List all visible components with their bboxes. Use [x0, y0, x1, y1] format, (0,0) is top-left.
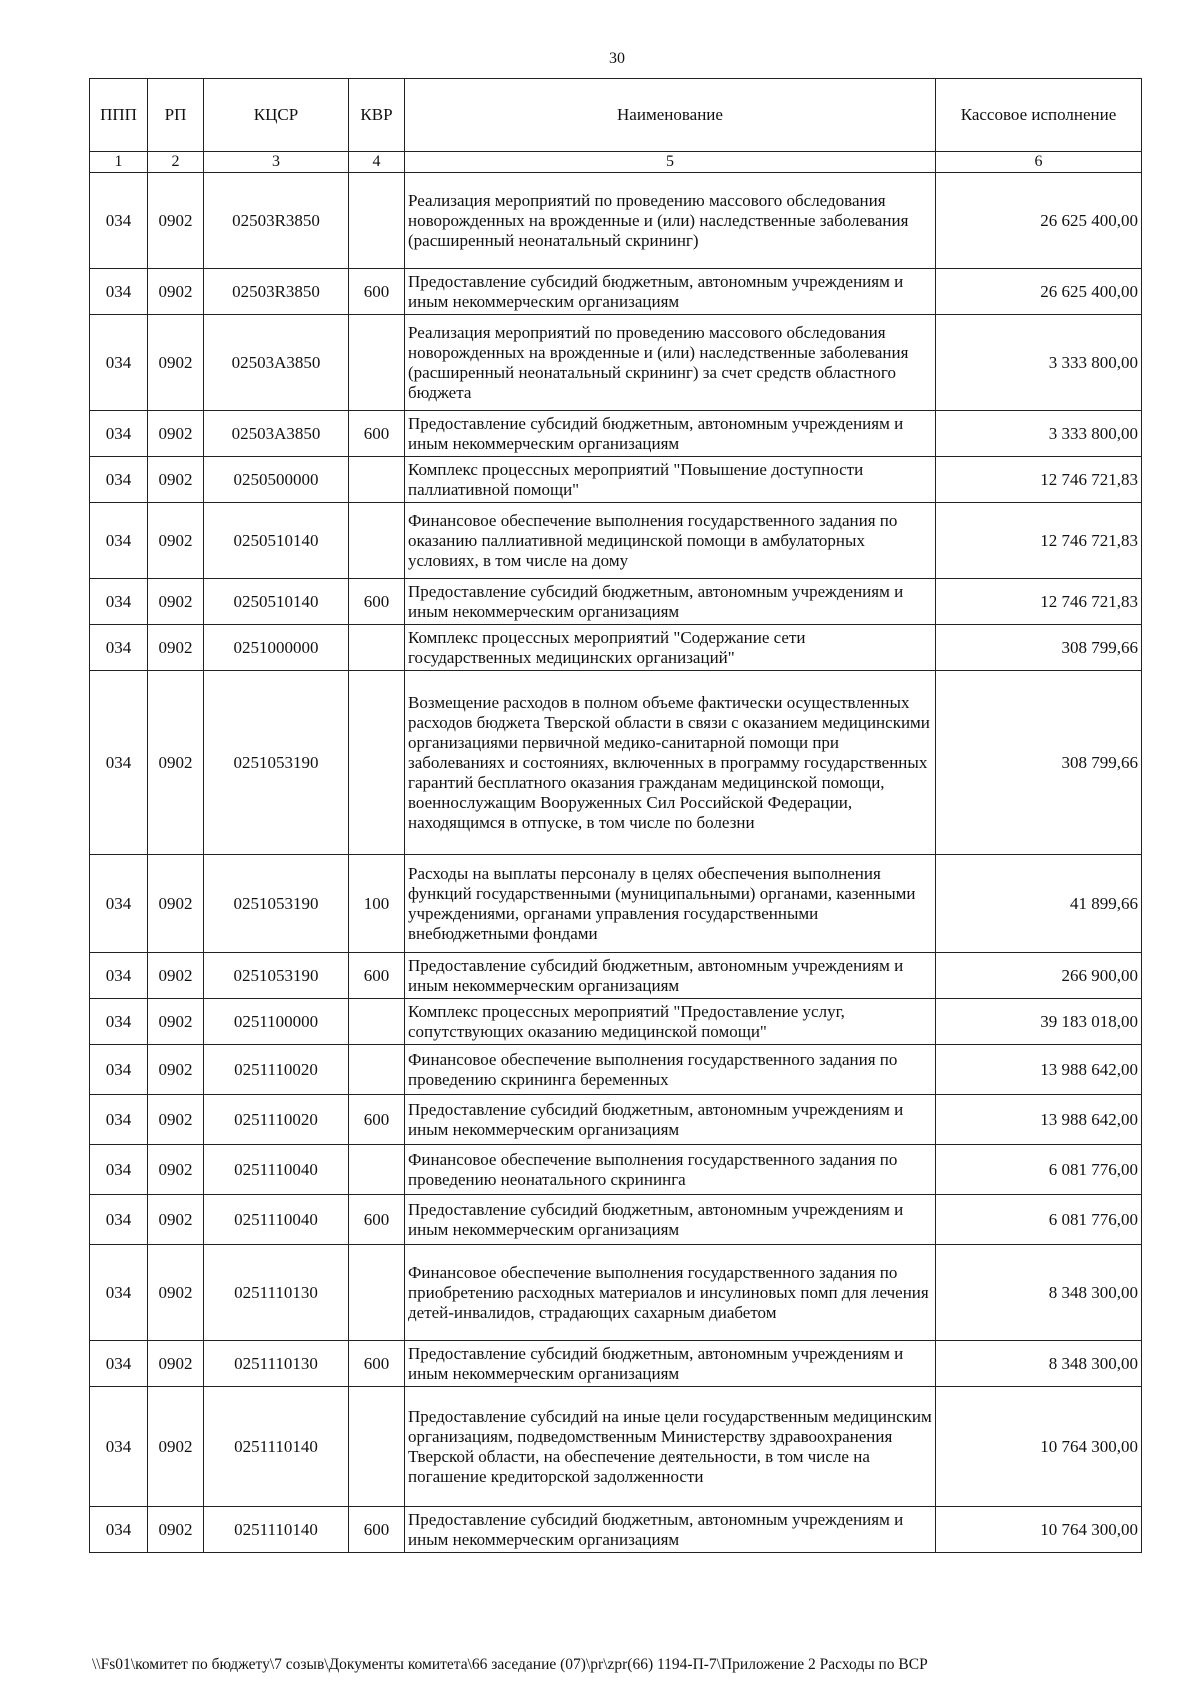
cell-kvr	[349, 1245, 405, 1341]
cell-rp: 0902	[148, 315, 204, 411]
table-row	[90, 1245, 1142, 1341]
cell-amount: 6 081 776,00	[936, 1195, 1142, 1245]
cell-amount: 10 764 300,00	[936, 1387, 1142, 1507]
cell-kvr	[349, 173, 405, 269]
cell-ppp: 034	[90, 1507, 148, 1553]
cell-name: Комплекс процессных мероприятий "Содержание сети государственных медицинских организаций"	[405, 625, 936, 671]
table-row	[90, 503, 1142, 579]
cell-kcsr: 02503A3850	[204, 411, 349, 457]
cell-ppp: 034	[90, 625, 148, 671]
cell-amount: 10 764 300,00	[936, 1507, 1142, 1553]
cell-name: Предоставление субсидий бюджетным, автономным учреждениям и иным некоммерческим организациям	[405, 411, 936, 457]
cell-ppp: 034	[90, 503, 148, 579]
cell-ppp: 034	[90, 1095, 148, 1145]
column-number: 1	[90, 152, 148, 173]
cell-kcsr: 0251100000	[204, 999, 349, 1045]
cell-kvr	[349, 1045, 405, 1095]
cell-amount: 13 988 642,00	[936, 1095, 1142, 1145]
cell-kvr	[349, 503, 405, 579]
cell-kcsr: 0251053190	[204, 953, 349, 999]
cell-ppp: 034	[90, 999, 148, 1045]
cell-amount: 308 799,66	[936, 671, 1142, 855]
table-row	[90, 1507, 1142, 1553]
cell-name: Предоставление субсидий бюджетным, автономным учреждениям и иным некоммерческим организациям	[405, 1507, 936, 1553]
cell-kvr: 600	[349, 579, 405, 625]
cell-ppp: 034	[90, 1245, 148, 1341]
cell-kcsr: 0251110020	[204, 1095, 349, 1145]
cell-name: Предоставление субсидий бюджетным, автономным учреждениям и иным некоммерческим организациям	[405, 579, 936, 625]
cell-ppp: 034	[90, 457, 148, 503]
cell-name: Расходы на выплаты персоналу в целях обеспечения выполнения функций государственными (муниципальными) органами, казенными учреждениями, органами управления государственными внебюджетными фондами	[405, 855, 936, 953]
cell-kvr	[349, 671, 405, 855]
cell-ppp: 034	[90, 1145, 148, 1195]
cell-kcsr: 0251000000	[204, 625, 349, 671]
cell-name: Финансовое обеспечение выполнения государственного задания по оказанию паллиативной медицинской помощи в амбулаторных условиях, в том числе на дому	[405, 503, 936, 579]
cell-amount: 12 746 721,83	[936, 579, 1142, 625]
cell-ppp: 034	[90, 1341, 148, 1387]
cell-ppp: 034	[90, 411, 148, 457]
cell-rp: 0902	[148, 1045, 204, 1095]
header-amount: Кассовое исполнение	[936, 79, 1142, 152]
table-row	[90, 315, 1142, 411]
cell-kvr	[349, 625, 405, 671]
cell-name: Финансовое обеспечение выполнения государственного задания по проведению неонатального скрининга	[405, 1145, 936, 1195]
cell-kcsr: 0251110040	[204, 1195, 349, 1245]
cell-name: Предоставление субсидий бюджетным, автономным учреждениям и иным некоммерческим организациям	[405, 1195, 936, 1245]
cell-amount: 308 799,66	[936, 625, 1142, 671]
table-row	[90, 1145, 1142, 1195]
cell-name: Предоставление субсидий на иные цели государственным медицинским организациям, подведомственным Министерству здравоохранения Тверской области, на обеспечение деятельности, в том числе на погашение кредиторской задолженности	[405, 1387, 936, 1507]
column-number-row	[90, 152, 1142, 173]
cell-kcsr: 0250510140	[204, 579, 349, 625]
column-number: 4	[349, 152, 405, 173]
cell-rp: 0902	[148, 1245, 204, 1341]
cell-kcsr: 0251110140	[204, 1507, 349, 1553]
cell-amount: 8 348 300,00	[936, 1245, 1142, 1341]
table-row	[90, 625, 1142, 671]
cell-rp: 0902	[148, 1095, 204, 1145]
page-number: 30	[609, 50, 625, 67]
cell-rp: 0902	[148, 503, 204, 579]
cell-ppp: 034	[90, 953, 148, 999]
header-row	[90, 79, 1142, 152]
cell-ppp: 034	[90, 855, 148, 953]
cell-amount: 266 900,00	[936, 953, 1142, 999]
cell-kcsr: 0251110040	[204, 1145, 349, 1195]
cell-ppp: 034	[90, 579, 148, 625]
cell-rp: 0902	[148, 1387, 204, 1507]
table-row	[90, 1195, 1142, 1245]
cell-name: Реализация мероприятий по проведению массового обследования новорожденных на врожденные и (или) наследственные заболевания (расширенный неонатальный скрининг)	[405, 173, 936, 269]
cell-kvr: 600	[349, 1341, 405, 1387]
cell-amount: 3 333 800,00	[936, 315, 1142, 411]
cell-kvr: 600	[349, 1095, 405, 1145]
table-row	[90, 411, 1142, 457]
header-name: Наименование	[405, 79, 936, 152]
cell-rp: 0902	[148, 999, 204, 1045]
cell-name: Финансовое обеспечение выполнения государственного задания по проведению скрининга беременных	[405, 1045, 936, 1095]
cell-rp: 0902	[148, 1145, 204, 1195]
cell-rp: 0902	[148, 1341, 204, 1387]
cell-name: Предоставление субсидий бюджетным, автономным учреждениям и иным некоммерческим организациям	[405, 953, 936, 999]
cell-kvr	[349, 999, 405, 1045]
cell-rp: 0902	[148, 1507, 204, 1553]
cell-amount: 3 333 800,00	[936, 411, 1142, 457]
cell-kvr: 600	[349, 269, 405, 315]
table-row	[90, 1045, 1142, 1095]
column-number: 3	[204, 152, 349, 173]
cell-amount: 12 746 721,83	[936, 457, 1142, 503]
cell-kvr: 600	[349, 1507, 405, 1553]
cell-rp: 0902	[148, 625, 204, 671]
cell-kcsr: 0250510140	[204, 503, 349, 579]
table-row	[90, 671, 1142, 855]
cell-kcsr: 02503A3850	[204, 315, 349, 411]
cell-name: Предоставление субсидий бюджетным, автономным учреждениям и иным некоммерческим организациям	[405, 1095, 936, 1145]
cell-amount: 8 348 300,00	[936, 1341, 1142, 1387]
header-rp: РП	[148, 79, 204, 152]
cell-name: Комплекс процессных мероприятий "Повышение доступности паллиативной помощи"	[405, 457, 936, 503]
table-row	[90, 1341, 1142, 1387]
table-row	[90, 953, 1142, 999]
cell-kvr	[349, 315, 405, 411]
cell-ppp: 034	[90, 269, 148, 315]
cell-ppp: 034	[90, 1387, 148, 1507]
cell-ppp: 034	[90, 671, 148, 855]
table-row	[90, 269, 1142, 315]
cell-kcsr: 0251110140	[204, 1387, 349, 1507]
column-number: 6	[936, 152, 1142, 173]
cell-rp: 0902	[148, 269, 204, 315]
cell-kcsr: 02503R3850	[204, 173, 349, 269]
table-row	[90, 579, 1142, 625]
cell-amount: 26 625 400,00	[936, 173, 1142, 269]
table-row	[90, 855, 1142, 953]
cell-kcsr: 02503R3850	[204, 269, 349, 315]
cell-name: Финансовое обеспечение выполнения государственного задания по приобретению расходных материалов и инсулиновых помп для лечения детей-инвалидов, страдающих сахарным диабетом	[405, 1245, 936, 1341]
cell-kcsr: 0251110020	[204, 1045, 349, 1095]
cell-kvr	[349, 1145, 405, 1195]
cell-name: Реализация мероприятий по проведению массового обследования новорожденных на врожденные и (или) наследственные заболевания (расширенный неонатальный скрининг) за счет средств областного бюджета	[405, 315, 936, 411]
cell-ppp: 034	[90, 173, 148, 269]
cell-rp: 0902	[148, 953, 204, 999]
cell-rp: 0902	[148, 173, 204, 269]
cell-ppp: 034	[90, 315, 148, 411]
budget-table	[89, 78, 1142, 1553]
cell-name: Предоставление субсидий бюджетным, автономным учреждениям и иным некоммерческим организациям	[405, 1341, 936, 1387]
cell-kvr	[349, 1387, 405, 1507]
table-row	[90, 457, 1142, 503]
table-row	[90, 1387, 1142, 1507]
cell-name: Возмещение расходов в полном объеме фактически осуществленных расходов бюджета Тверской области в связи с оказанием медицинскими организациями первичной медико-санитарной помощи при заболеваниях и состояниях, включенных в программу государственных гарантий бесплатного оказания гражданам медицинской помощи, военнослужащим Вооруженных Сил Российской Федерации, находящимся в отпуске, в том числе по болезни	[405, 671, 936, 855]
cell-rp: 0902	[148, 579, 204, 625]
cell-name: Комплекс процессных мероприятий "Предоставление услуг, сопутствующих оказанию медицинской помощи"	[405, 999, 936, 1045]
cell-ppp: 034	[90, 1195, 148, 1245]
cell-kcsr: 0251053190	[204, 855, 349, 953]
table-row	[90, 173, 1142, 269]
cell-amount: 39 183 018,00	[936, 999, 1142, 1045]
cell-ppp: 034	[90, 1045, 148, 1095]
header-kvr: КВР	[349, 79, 405, 152]
footer-file-path: \\Fs01\комитет по бюджету\7 созыв\Документы комитета\66 заседание (07)\pr\zpr(66) 1194-П-7\Приложение 2 Расходы по ВСР	[92, 1656, 928, 1673]
cell-rp: 0902	[148, 411, 204, 457]
cell-amount: 13 988 642,00	[936, 1045, 1142, 1095]
cell-kvr: 600	[349, 1195, 405, 1245]
cell-kcsr: 0251110130	[204, 1245, 349, 1341]
cell-rp: 0902	[148, 671, 204, 855]
cell-amount: 12 746 721,83	[936, 503, 1142, 579]
table-row	[90, 999, 1142, 1045]
cell-kvr	[349, 457, 405, 503]
cell-amount: 41 899,66	[936, 855, 1142, 953]
cell-kcsr: 0250500000	[204, 457, 349, 503]
cell-rp: 0902	[148, 457, 204, 503]
column-number: 5	[405, 152, 936, 173]
cell-kcsr: 0251053190	[204, 671, 349, 855]
cell-kvr: 100	[349, 855, 405, 953]
cell-rp: 0902	[148, 1195, 204, 1245]
cell-amount: 26 625 400,00	[936, 269, 1142, 315]
column-number: 2	[148, 152, 204, 173]
cell-kvr: 600	[349, 411, 405, 457]
cell-amount: 6 081 776,00	[936, 1145, 1142, 1195]
header-kcsr: КЦСР	[204, 79, 349, 152]
cell-kvr: 600	[349, 953, 405, 999]
cell-name: Предоставление субсидий бюджетным, автономным учреждениям и иным некоммерческим организациям	[405, 269, 936, 315]
table-row	[90, 1095, 1142, 1145]
header-ppp: ППП	[90, 79, 148, 152]
cell-kcsr: 0251110130	[204, 1341, 349, 1387]
cell-rp: 0902	[148, 855, 204, 953]
